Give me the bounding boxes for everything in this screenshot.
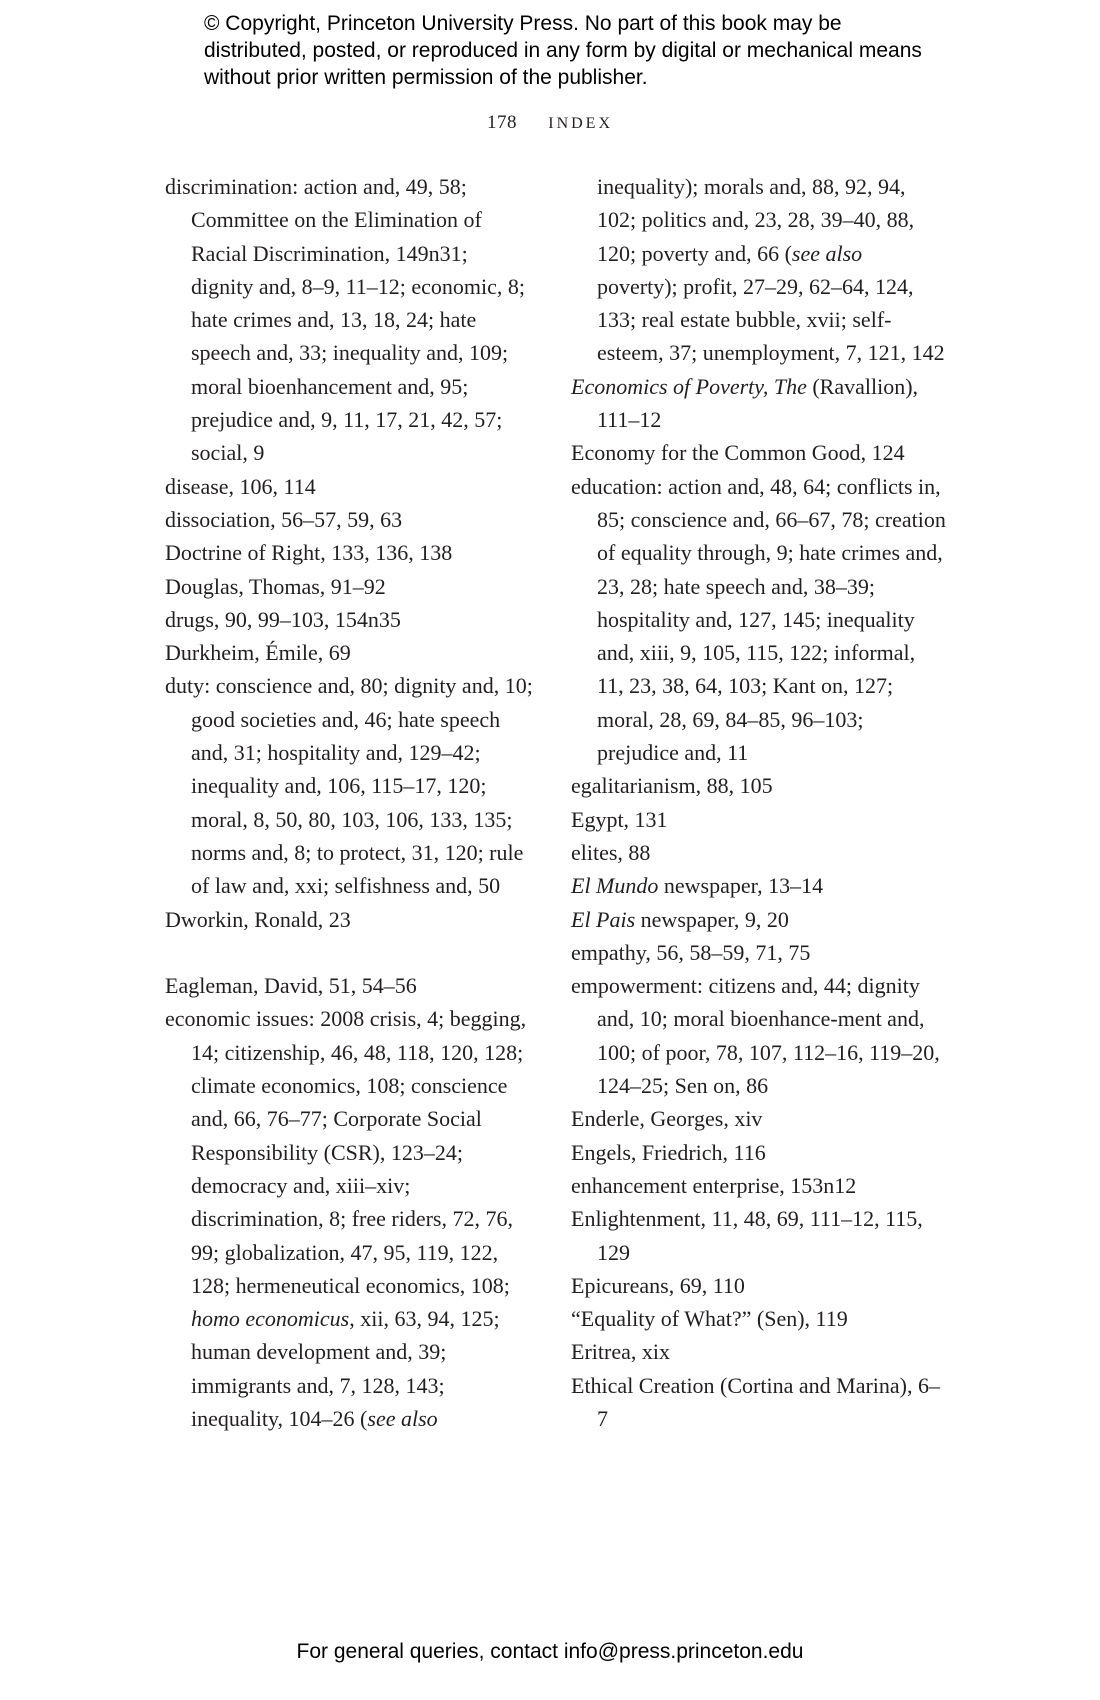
entry-text: newspaper, 13–14 [658,873,824,899]
running-head [0,112,1100,134]
index-entry: Enderle, Georges, xiv [571,1106,763,1132]
entry-italic: El Mundo [571,873,659,899]
index-entry: Eritrea, xix [571,1339,670,1365]
index-entry: egalitarianism, 88, 105 [571,773,773,799]
footer-contact: For general queries, contact info@press.princeton.edu [296,1640,804,1663]
index-entry: duty: conscience and, 80; dignity and, 10; good societies and, 46; hate speech and, 31; hospitality and, 129–42; inequality and, 106, 115–17, 120; moral, 8, 50, 80, 103, 106, 133, 135; norms and, 8; to protect, 31, 120; rule of law and, xxi; selfishness and, 50 [165,673,533,899]
entry-text: inequality); morals and, 88, 92, 94, 102; politics and, 23, 28, 39–40, 88, 120; poverty and, 66 ( [597,174,915,266]
index-column-right [571,170,946,1435]
copyright-notice: © Copyright, Princeton University Press. No part of this book may be distributed, posted, or reproduced in any form by digital or mechanical means without prior written permission of the publisher. [204,12,922,89]
entry-italic: homo economicus [191,1306,350,1332]
index-entry [571,370,946,437]
index-entry: elites, 88 [571,839,651,865]
index-entry: Egypt, 131 [571,806,668,832]
index-entry-continued [571,170,946,370]
index-entry: Engels, Friedrich, 116 [571,1139,766,1165]
index-entry: Economy for the Common Good, 124 [571,440,905,466]
index-entry: empowerment: citizens and, 44; dignity and, 10; moral bioenhance-ment and, 100; of poor, 78, 107, 112–16, 119–20, 124–25; Sen on, 86 [571,973,940,1099]
index-entry: “Equality of What?” (Sen), 119 [571,1306,848,1332]
index-entry: empathy, 56, 58–59, 71, 75 [571,939,811,965]
index-entry: Ethical Creation (Cortina and Marina), 6–7 [571,1372,940,1431]
letter-group-gap [165,936,535,969]
entry-italic: see also [367,1405,438,1431]
index-entry: dissociation, 56–57, 59, 63 [165,506,403,532]
entry-text: , xii, 63, 94, 125; human development and, 39; immigrants and, 7, 128, 143; inequality, 104–26 ( [191,1306,500,1431]
index-entry: Durkheim, Émile, 69 [165,640,351,666]
entry-text: economic issues: 2008 crisis, 4; begging, 14; citizenship, 46, 48, 118, 120, 128; climate economics, 108; conscience and, 66, 76–77; Corporate Social Responsibility (CSR), 123–24; democracy and, xiii–xiv; discrimination, 8; free riders, 72, 76, 99; globalization, 47, 95, 119, 122, 128; hermeneutical economics, 108; [165,1006,527,1298]
entry-text: newspaper, 9, 20 [635,906,789,932]
index-entry: Douglas, Thomas, 91–92 [165,573,386,599]
index-entry: Enlightenment, 11, 48, 69, 111–12, 115, 129 [571,1206,923,1265]
index-entry [571,903,946,936]
index-entry: Epicureans, 69, 110 [571,1272,745,1298]
entry-italic: El Pais [571,906,636,932]
index-entry: Dworkin, Ronald, 23 [165,906,351,932]
index-entry [571,869,946,902]
entry-italic: Economics of Poverty, The [571,373,807,399]
index-entry: education: action and, 48, 64; conflicts in, 85; conscience and, 66–67, 78; creation of equality through, 9; hate crimes and, 23, 28; hate speech and, 38–39; hospitality and, 127, 145; inequality and, xiii, 9, 105, 115, 122; informal, 11, 23, 38, 64, 103; Kant on, 127; moral, 28, 69, 84–85, 96–103; prejudice and, 11 [571,473,946,766]
page-number: 178 [486,112,517,133]
index-entry [165,1002,535,1435]
index-entry: drugs, 90, 99–103, 154n35 [165,606,401,632]
index-entry: enhancement enterprise, 153n12 [571,1172,857,1198]
entry-italic: see also [791,240,863,266]
index-entry: disease, 106, 114 [165,473,316,499]
index-entry: Doctrine of Right, 133, 136, 138 [165,540,453,566]
index-column-left [165,170,535,1435]
index-entry: discrimination: action and, 49, 58; Committee on the Elimination of Racial Discrimination, 149n31; dignity and, 8–9, 11–12; economic, 8; hate crimes and, 13, 18, 24; hate speech and, 33; inequality and, 109; moral bioenhancement and, 95; prejudice and, 9, 11, 17, 21, 42, 57; social, 9 [165,174,526,466]
entry-text: poverty); profit, 27–29, 62–64, 124, 133; real estate bubble, xvii; self-esteem, 37; unemployment, 7, 121, 142 [597,273,945,366]
entry-text: (Ravallion), 111–12 [597,373,919,433]
index-entry: Eagleman, David, 51, 54–56 [165,973,417,999]
running-head-label: INDEX [548,115,613,132]
